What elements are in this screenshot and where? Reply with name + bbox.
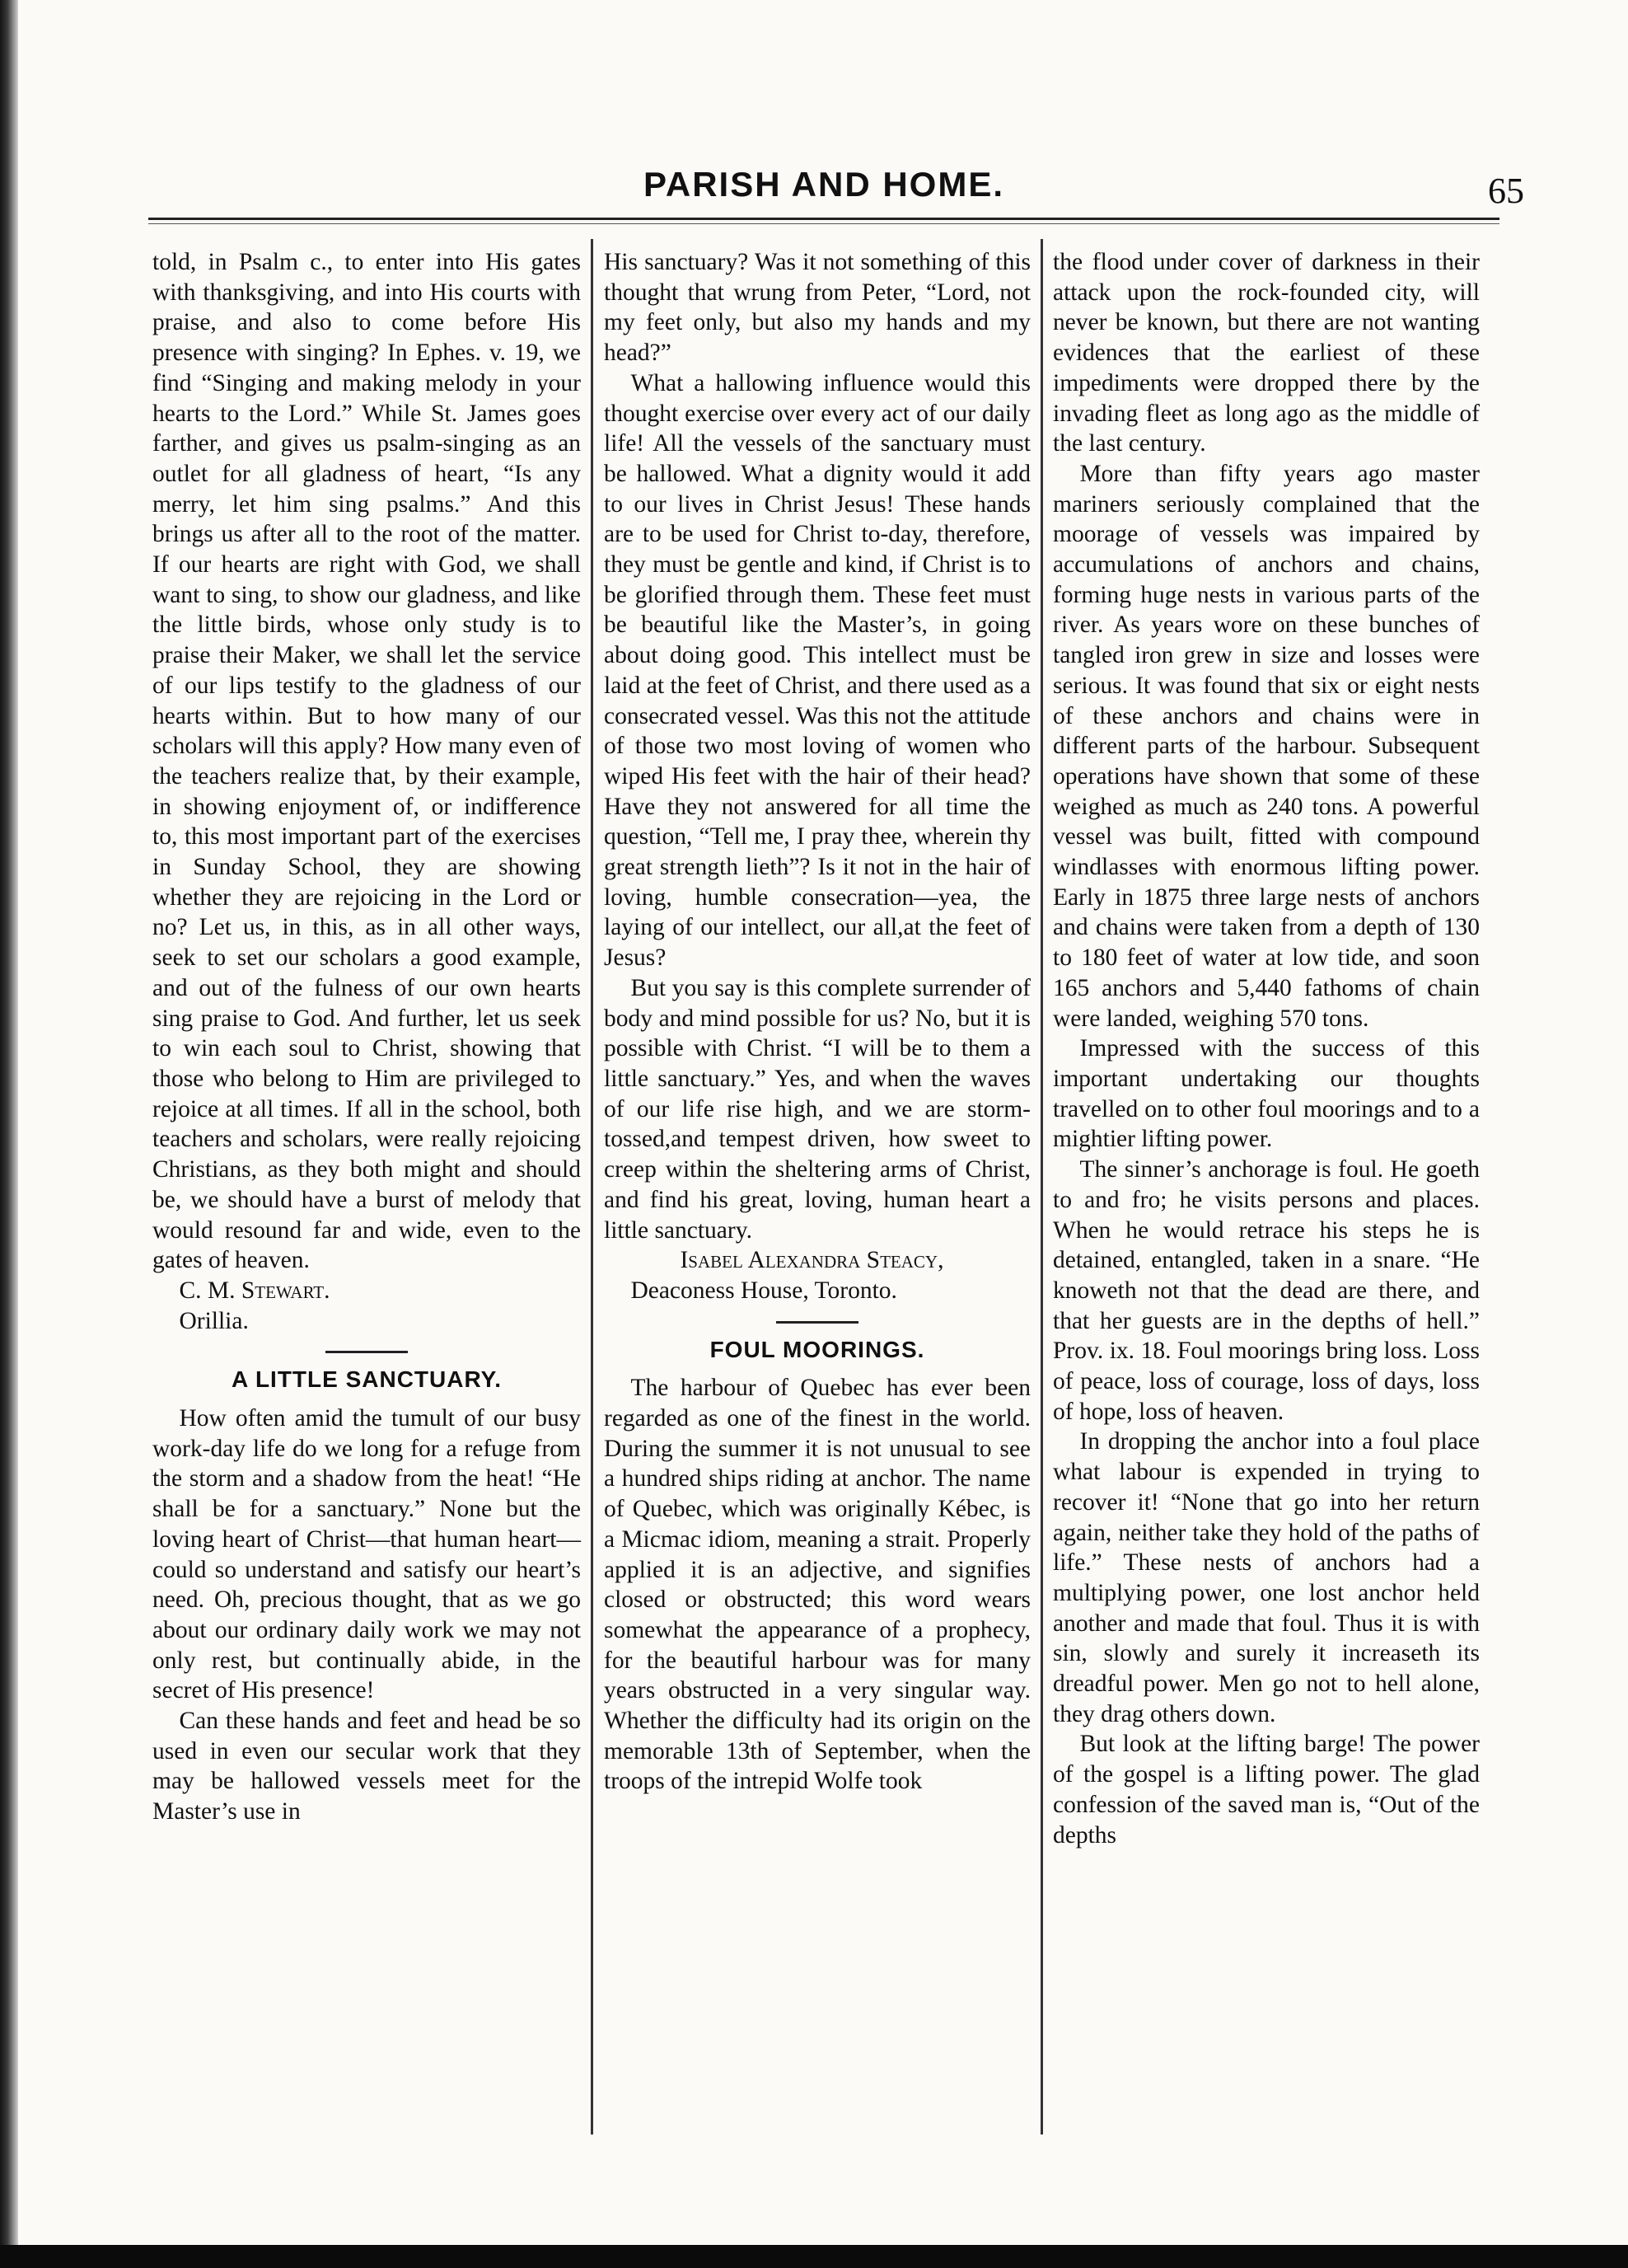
section-title: A LITTLE SANCTUARY. xyxy=(231,1366,503,1393)
paragraph: Impressed with the success of this important undertaking our thoughts travelled on to other foul moorings and to a mightier lifting power. xyxy=(1053,1035,1480,1153)
column-divider-1 xyxy=(591,239,593,2134)
header-rule xyxy=(148,218,1499,220)
running-title: PARISH AND HOME. xyxy=(643,165,1004,204)
paragraph: But you say is this complete surrender of body and mind possible for us? No, but it is possible with Christ. “I will be to them a little sanctuary.” Yes, and when the waves of our life rise high, and we are storm-tossed,and tempest driven, how sweet to creep within the sheltering arms of Christ, and find his great, loving, human heart a little sanctuary. xyxy=(604,974,1031,1244)
paragraph: Can these hands and feet and head be so used in even our secular work that they may be hallowed vessels meet for the Master’s use in xyxy=(152,1708,581,1825)
signature: C. M. Stewart. xyxy=(179,1277,330,1304)
attribution-name: Isabel Alexandra Steacy, xyxy=(680,1247,944,1274)
section-separator xyxy=(776,1321,858,1324)
paragraph: But look at the lifting barge! The power of the gospel is a lifting power. The glad confession of the saved man is, “Out of the depths xyxy=(1053,1731,1480,1849)
paragraph: The harbour of Quebec has ever been regarded as one of the finest in the world. During the summer it is not unusual to see a hundred ships riding at anchor. The name of Quebec, which was originally Kébec, is a Micmac idiom, meaning a strait. Properly applied it is an adjective, and signifies closed or obstructed; this word wears somewhat the appearance of a prophecy, for the beautiful harbour was for many years obstructed in a very singular way. Whether the difficulty had its origin on the memorable 13th of September, when the troops of the intrepid Wolfe took xyxy=(604,1375,1031,1795)
paragraph: His sanctuary? Was it not something of this thought that wrung from Peter, “Lord, not my feet only, but also my hands and my head?” xyxy=(604,249,1031,367)
paragraph: How often amid the tumult of our busy work-day life do we long for a refuge from the storm and a shadow from the heat! “He shall be for a sanctuary.” None but the loving heart of Christ—that human heart—could so understand and satisfy our heart’s need. Oh, precious thought, that as we go about our ordinary daily work we may not only rest, but continually abide, in the secret of His presence! xyxy=(152,1405,581,1704)
paragraph: the flood under cover of darkness in their attack upon the rock-founded city, will never be known, but there are not wanting evidences that the earliest of these impediments were dropped there by the invading fleet as long ago as the middle of the last century. xyxy=(1053,249,1480,457)
paragraph: More than fifty years ago master mariners seriously complained that the moorage of vessels was impaired by accumulations of anchors and chains, forming huge nests in various parts of the river. As years wore on these bunches of tangled iron grew in size and losses were serious. It was found that six or eight nests of these anchors and chains were in different parts of the harbour. Subsequent operations have shown that some of these weighed as much as 240 tons. A powerful vessel was built, fitted with compound windlasses with enormous lifting power. Early in 1875 three large nests of anchors and chains were taken from a depth of 130 to 180 feet of water at low tide, and soon 165 anchors and 5,440 fathoms of chain were landed, weighing 570 tons. xyxy=(1053,460,1480,1032)
attribution-place: Deaconess House, Toronto. xyxy=(630,1277,897,1304)
section-separator xyxy=(325,1351,408,1353)
section-title: FOUL MOORINGS. xyxy=(709,1336,925,1362)
page-edge-shadow xyxy=(0,0,18,2268)
column-divider-2 xyxy=(1041,239,1043,2134)
paragraph: The sinner’s anchorage is foul. He goeth to and fro; he visits persons and places. When he would retrace his steps he is detained, entangled, taken in a snare. “He knoweth not that the dead are there, and that her guests are in the depths of hell.” Prov. ix. 18. Foul moorings bring loss. Loss of peace, loss of courage, loss of days, loss of hope, loss of heaven. xyxy=(1053,1156,1480,1425)
column-1 xyxy=(152,247,581,1827)
column-2 xyxy=(604,247,1031,1797)
paragraph: What a hallowing influence would this thought exercise over every act of our daily life! All the vessels of the sanctuary must be hallowed. What a dignity would it add to our lives in Christ Jesus! These hands are to be used for Christ to-day, therefore, they must be gentle and kind, if Christ is to be glorified through them. These feet must be beautiful like the Master’s, in going about doing good. This intellect must be laid at the feet of Christ, and there used as a consecrated vessel. Was this not the attitude of those two most loving of women who wiped His feet with the hair of their head? Have they not answered for all time the question, “Tell me, I pray thee, wherein thy great strength lieth”? Is it not in the hair of loving, humble consecration—yea, the laying of our intellect, our all,at the feet of Jesus? xyxy=(604,369,1031,972)
signature-place: Orillia. xyxy=(179,1307,249,1334)
paragraph: told, in Psalm c., to enter into His gates with thanksgiving, and into His courts with praise, and also to come before His presence with singing? In Ephes. v. 19, we find “Singing and making melody in your hearts to the Lord.” While St. James goes farther, and gives us psalm-singing as an outlet for all gladness of heart, “Is any merry, let him sing psalms.” And this brings us after all to the root of the matter. If our hearts are right with God, we shall want to sing, to show our gladness, and like the little birds, whose only study is to praise their Maker, we shall let the service of our lips testify to the gladness of our hearts within. But to how many of our scholars will this apply? How many even of the teachers realize that, by their example, in showing enjoyment of, or indifference to, this most important part of the exercises in Sunday School, they are showing whether they are rejoicing in the Lord or no? Let us, in this, as in all other ways, seek to set our scholars a good example, and out of the fulness of our own hearts sing praise to God. And further, let us seek to win each soul to Christ, showing that those who belong to Him are privileged to rejoice at all times. If all in the school, both teachers and scholars, were really rejoicing Christians, as they both might and should be, we should have a burst of melody that would resound far and wide, even to the gates of heaven. xyxy=(152,249,581,1274)
scan-bottom-edge xyxy=(0,2245,1628,2268)
column-3 xyxy=(1053,247,1480,1850)
paragraph: In dropping the anchor into a foul place what labour is expended in trying to recover it! “None that go into her return again, neither take they hold of the paths of life.” These nests of anchors had a multiplying power, one lost anchor held another and made that foul. Thus it is with sin, slowly and surely it increaseth its dreadful power. Men go not to hell alone, they drag others down. xyxy=(1053,1428,1480,1727)
page-number: 65 xyxy=(1488,171,1524,211)
page-header xyxy=(148,165,1524,214)
header-rule-thin xyxy=(148,223,1499,224)
